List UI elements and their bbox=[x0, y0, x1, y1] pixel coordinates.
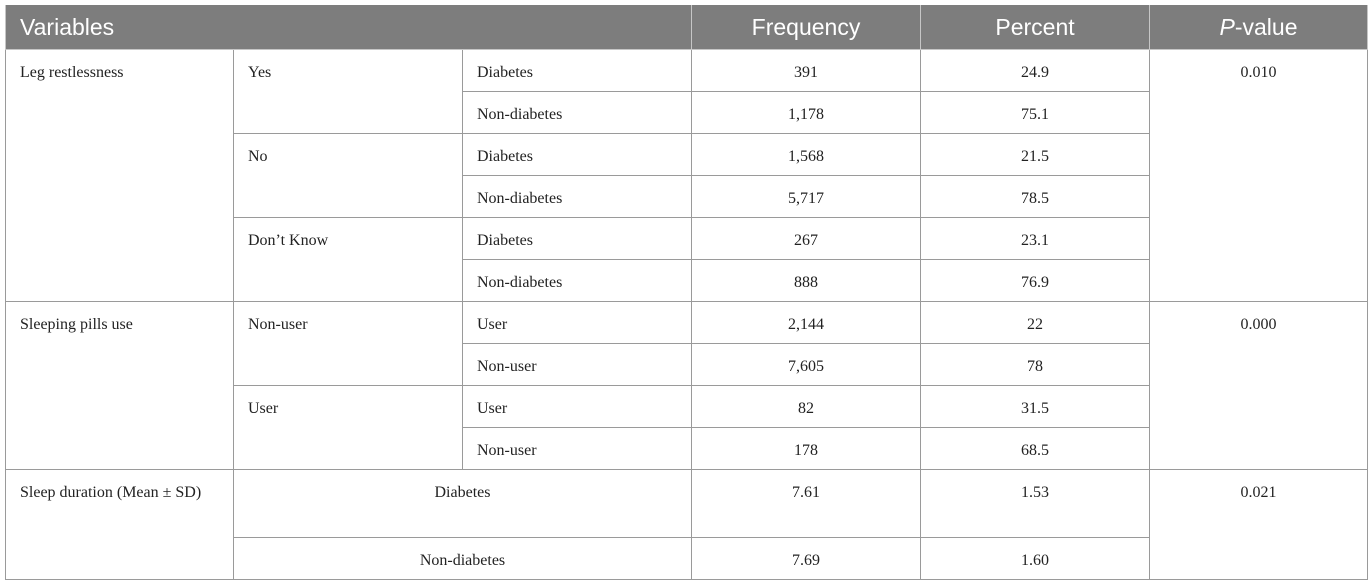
percent-cell: 1.60 bbox=[921, 538, 1150, 580]
frequency-cell: 178 bbox=[692, 428, 921, 470]
group-cell: Non-user bbox=[463, 344, 692, 386]
group-cell: Non-diabetes bbox=[463, 260, 692, 302]
percent-cell: 31.5 bbox=[921, 386, 1150, 428]
subgroup-cell: Don’t Know bbox=[234, 218, 463, 302]
table-row bbox=[6, 50, 1368, 92]
p-value-cell: 0.021 bbox=[1150, 470, 1368, 580]
frequency-cell: 391 bbox=[692, 50, 921, 92]
table-row bbox=[6, 302, 1368, 344]
header-frequency: Frequency bbox=[692, 5, 921, 50]
subgroup-cell: Non-user bbox=[234, 302, 463, 386]
percent-cell: 78 bbox=[921, 344, 1150, 386]
frequency-cell: 5,717 bbox=[692, 176, 921, 218]
variable-cell: Sleeping pills use bbox=[6, 302, 234, 470]
percent-cell: 22 bbox=[921, 302, 1150, 344]
header-p-letter: P bbox=[1219, 13, 1235, 40]
group-cell: Diabetes bbox=[463, 218, 692, 260]
frequency-cell: 888 bbox=[692, 260, 921, 302]
table-row bbox=[6, 470, 1368, 538]
variable-cell: Leg restlessness bbox=[6, 50, 234, 302]
p-value-cell: 0.010 bbox=[1150, 50, 1368, 302]
frequency-cell: 7.69 bbox=[692, 538, 921, 580]
group-cell: Non-diabetes bbox=[463, 176, 692, 218]
frequency-cell: 1,568 bbox=[692, 134, 921, 176]
percent-cell: 23.1 bbox=[921, 218, 1150, 260]
percent-cell: 68.5 bbox=[921, 428, 1150, 470]
header-variables: Variables bbox=[6, 5, 692, 50]
header-row bbox=[6, 5, 1368, 50]
frequency-cell: 7.61 bbox=[692, 470, 921, 538]
group-cell: Non-user bbox=[463, 428, 692, 470]
header-p-value bbox=[1150, 5, 1368, 50]
group-cell: Non-diabetes bbox=[463, 92, 692, 134]
frequency-cell: 82 bbox=[692, 386, 921, 428]
group-cell: User bbox=[463, 386, 692, 428]
subgroup-cell: User bbox=[234, 386, 463, 470]
frequency-cell: 2,144 bbox=[692, 302, 921, 344]
group-cell: Diabetes bbox=[463, 50, 692, 92]
group-cell: Diabetes bbox=[234, 470, 692, 538]
subgroup-cell: No bbox=[234, 134, 463, 218]
percent-cell: 21.5 bbox=[921, 134, 1150, 176]
subgroup-cell: Yes bbox=[234, 50, 463, 134]
group-cell: Non-diabetes bbox=[234, 538, 692, 580]
group-cell: Diabetes bbox=[463, 134, 692, 176]
data-table bbox=[5, 5, 1368, 580]
p-value-cell: 0.000 bbox=[1150, 302, 1368, 470]
frequency-cell: 267 bbox=[692, 218, 921, 260]
percent-cell: 75.1 bbox=[921, 92, 1150, 134]
variable-cell: Sleep duration (Mean ± SD) bbox=[6, 470, 234, 580]
header-percent: Percent bbox=[921, 5, 1150, 50]
frequency-cell: 7,605 bbox=[692, 344, 921, 386]
percent-cell: 24.9 bbox=[921, 50, 1150, 92]
group-cell: User bbox=[463, 302, 692, 344]
header-p-suffix: -value bbox=[1234, 13, 1298, 40]
percent-cell: 1.53 bbox=[921, 470, 1150, 538]
frequency-cell: 1,178 bbox=[692, 92, 921, 134]
percent-cell: 76.9 bbox=[921, 260, 1150, 302]
percent-cell: 78.5 bbox=[921, 176, 1150, 218]
